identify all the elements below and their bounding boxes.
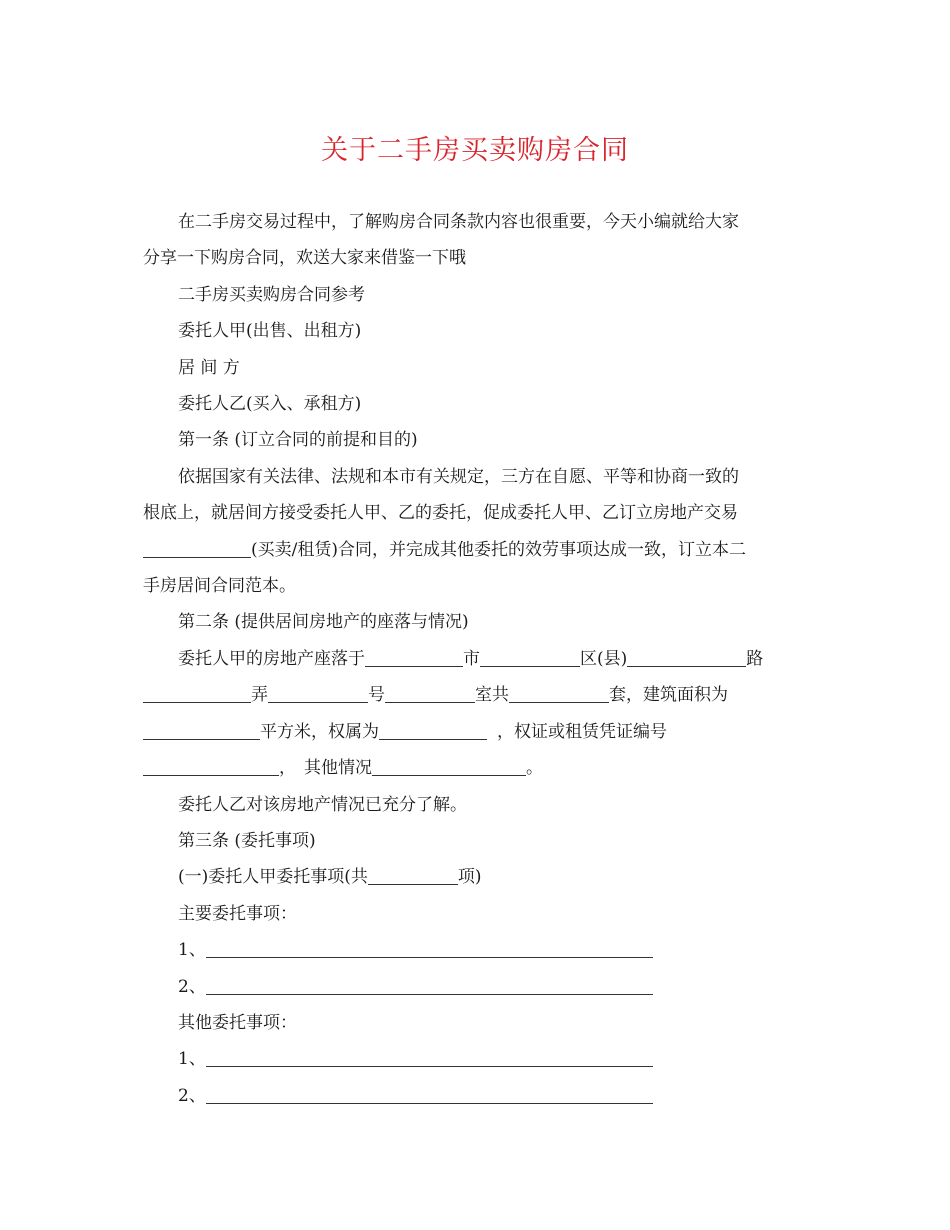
article-2-area-line: 平方米，权属为 ，权证或租赁凭证编号 <box>143 714 808 750</box>
intro-line-2: 分享一下购房合同，欢送大家来借鉴一下哦 <box>143 248 466 269</box>
district-blank[interactable] <box>627 665 746 667</box>
article-3-sub-1: (一)委托人甲委托事项(共 项) <box>178 867 482 888</box>
party-b: 委托人乙(买入、承租方) <box>178 394 362 415</box>
other-item-1-blank[interactable] <box>206 1065 653 1067</box>
ownership-blank[interactable] <box>379 738 487 740</box>
article-2-cert-line: ， 其他情况 。 <box>143 750 808 786</box>
broker: 居 间 方 <box>178 357 240 378</box>
other-item-1: 1、 <box>143 1041 808 1077</box>
other-item-2: 2、 <box>143 1078 808 1114</box>
article-2-address-line: 弄 号 室共 套，建筑面积为 <box>143 677 808 713</box>
city-blank[interactable] <box>480 665 580 667</box>
intro-line-1: 在二手房交易过程中，了解购房合同条款内容也很重要，今天小编就给大家 <box>178 212 739 232</box>
article-1-line-1: 依据国家有关法律、法规和本市有关规定，三方在自愿、平等和协商一致的 <box>178 466 739 487</box>
other-items-label: 其他委托事项： <box>178 1012 297 1033</box>
article-2-location-line: 委托人甲的房地产座落于 市 区(县) 路 <box>178 648 764 669</box>
other-item-2-blank[interactable] <box>206 1102 653 1104</box>
location-blank[interactable] <box>365 665 463 667</box>
article-1-heading: 第一条 (订立合同的前提和目的) <box>178 430 418 451</box>
party-a: 委托人甲(出售、出租方) <box>178 321 362 342</box>
article-1-line-3: (买卖/租赁)合同，并完成其他委托的效劳事项达成一致，订立本二 <box>143 532 808 568</box>
main-item-2-blank[interactable] <box>206 993 653 995</box>
road-blank[interactable] <box>143 701 251 703</box>
transaction-type-blank[interactable] <box>143 556 251 558</box>
article-1-line-2: 根底上，就居间方接受委托人甲、乙的委托，促成委托人甲、乙订立房地产交易 <box>143 503 738 524</box>
room-count-blank[interactable] <box>509 701 609 703</box>
document-body <box>143 204 808 1114</box>
main-item-1-blank[interactable] <box>206 956 653 958</box>
main-item-2: 2、 <box>143 969 808 1005</box>
other-info-blank[interactable] <box>372 774 526 776</box>
article-3-heading: 第三条 (委托事项) <box>178 830 316 851</box>
item-count-blank[interactable] <box>368 883 458 885</box>
document-title: 关于二手房买卖购房合同 <box>321 135 629 166</box>
area-blank[interactable] <box>143 738 260 740</box>
lane-blank[interactable] <box>268 701 368 703</box>
article-1-line-4: 手房居间合同范本。 <box>143 576 296 597</box>
certificate-number-blank[interactable] <box>143 774 279 776</box>
article-2-note: 委托人乙对该房地产情况已充分了解。 <box>178 794 467 815</box>
article-2-heading: 第二条 (提供居间房地产的座落与情况) <box>178 612 469 633</box>
main-item-1: 1、 <box>143 932 808 968</box>
subtitle: 二手房买卖购房合同参考 <box>178 284 365 305</box>
main-items-label: 主要委托事项： <box>178 903 297 924</box>
number-blank[interactable] <box>385 701 475 703</box>
